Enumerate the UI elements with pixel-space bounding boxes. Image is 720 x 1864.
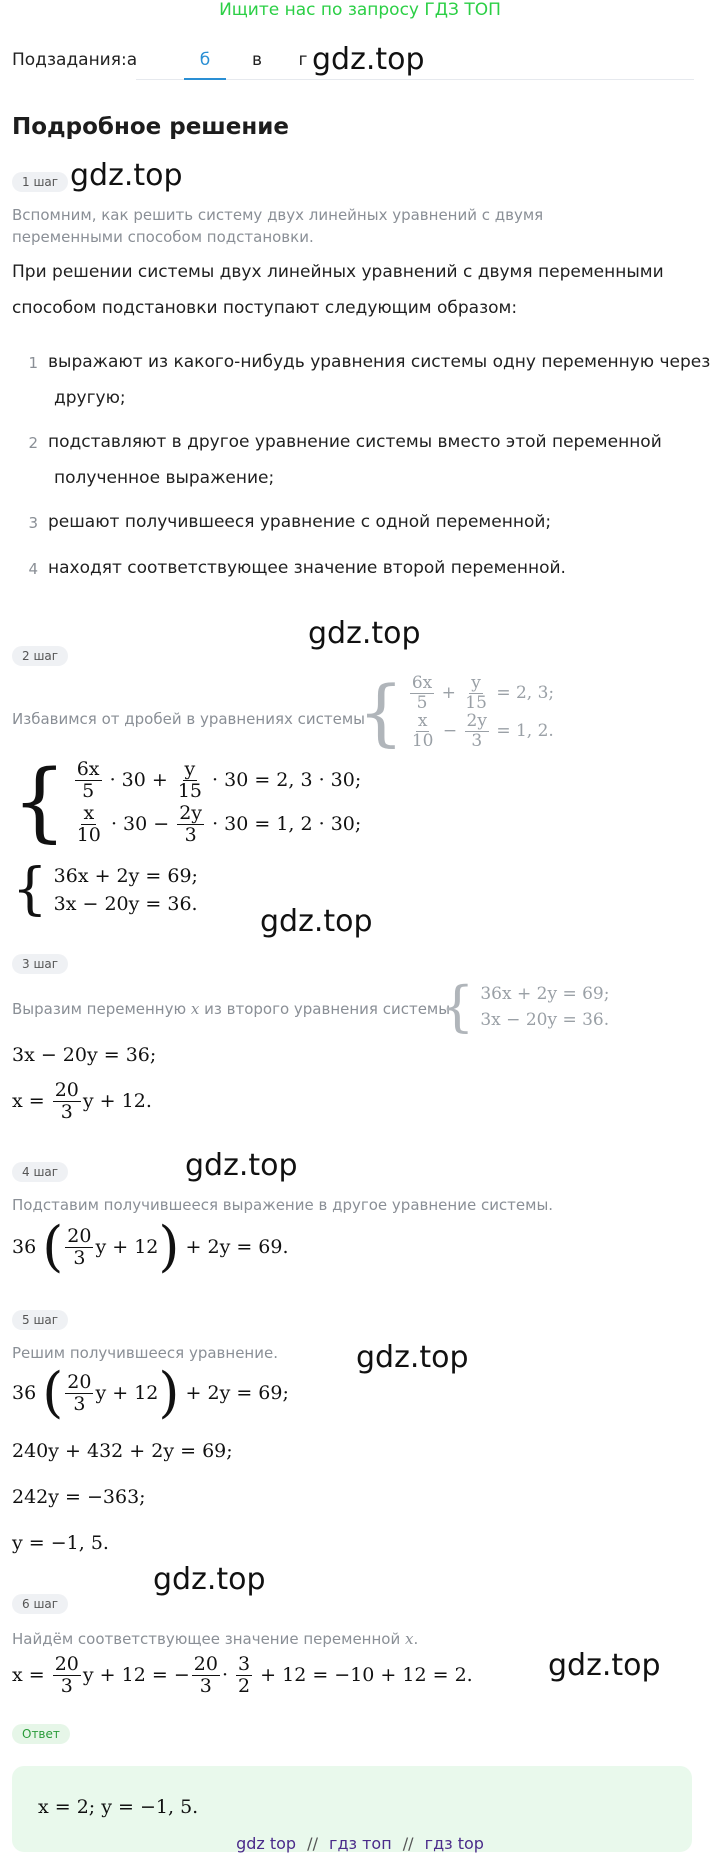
- watermark: gdz.top: [312, 42, 425, 77]
- step-badge: 2 шаг: [12, 646, 68, 666]
- step-badge: 1 шаг: [12, 172, 68, 192]
- tab-a[interactable]: а: [126, 50, 138, 70]
- equation-system: { 36x + 2y = 69; 3x − 20y = 36.: [12, 857, 198, 922]
- equation: 240y + 432 + 2y = 69;: [12, 1440, 233, 1462]
- list-item: выражают из какого-нибудь уравнения системы одну переменную через: [48, 352, 711, 372]
- equation-system: { $\frac{6x}{5}$ · 30 + $\frac{y}{15}$ · 30 = 2, 3 · 30; $\frac{x}{10}$ · 30 − $\frac{2y}{3}$ · 30 = 1, 2 · 30;: [12, 752, 362, 852]
- step-badge: 5 шаг: [12, 1310, 68, 1330]
- watermark: gdz.top: [185, 1148, 298, 1183]
- watermark: gdz.top: [548, 1648, 661, 1683]
- list-number: 4: [28, 560, 38, 578]
- footer-link[interactable]: гдз top: [424, 1834, 484, 1853]
- step-hint: Вспомним, как решить систему двух линейных уравнений с двумя переменными способом подстановки.: [12, 206, 544, 246]
- list-item: полученное выражение;: [54, 468, 275, 488]
- list-number: 2: [28, 434, 38, 452]
- step-hint: Решим получившееся уравнение.: [12, 1344, 278, 1362]
- equation: x = $\frac{20}{3}$ y + 12.: [12, 1079, 152, 1123]
- step-badge: 6 шаг: [12, 1594, 68, 1614]
- footer-link[interactable]: gdz top: [236, 1834, 297, 1853]
- tab-g[interactable]: г: [298, 50, 308, 70]
- tab-b[interactable]: б: [199, 50, 211, 70]
- step-text: При решении системы двух линейных уравнений с двумя переменными: [12, 262, 664, 282]
- list-item: подставляют в другое уравнение системы вместо этой переменной: [48, 432, 662, 452]
- list-number: 3: [28, 514, 38, 532]
- footer-link[interactable]: гдз топ: [329, 1834, 392, 1853]
- footer-separator: //: [402, 1834, 414, 1853]
- footer-separator: //: [307, 1834, 318, 1853]
- promo-banner[interactable]: Ищите нас по запросу ГДЗ ТОП: [219, 0, 501, 20]
- equation: 3x − 20y = 36;: [12, 1044, 157, 1066]
- watermark: gdz.top: [308, 616, 421, 651]
- step-badge: 4 шаг: [12, 1162, 68, 1182]
- watermark: gdz.top: [153, 1562, 266, 1597]
- subtasks-label: Подзадания:: [12, 50, 127, 70]
- step-text: способом подстановки поступают следующим образом:: [12, 298, 518, 318]
- step-hint: Выразим переменную x из второго уравнения системы: [12, 1000, 451, 1018]
- active-tab-indicator: [184, 78, 226, 80]
- page-title: Подробное решение: [12, 114, 289, 140]
- step-badge: 3 шаг: [12, 954, 68, 974]
- tab-v[interactable]: в: [251, 50, 263, 70]
- step-hint: Избавимся от дробей в уравнениях системы: [12, 710, 365, 728]
- watermark: gdz.top: [260, 904, 373, 939]
- hint-system: { 36x + 2y = 69; 3x − 20y = 36.: [440, 975, 610, 1038]
- watermark: gdz.top: [70, 158, 183, 193]
- footer-links: [0, 1834, 720, 1853]
- equation: 36 ( $\frac{20}{3}$ y + 12 ) + 2y = 69.: [12, 1215, 289, 1278]
- list-number: 1: [28, 354, 38, 372]
- list-item: находят соответствующее значение второй переменной.: [48, 558, 566, 578]
- watermark: gdz.top: [356, 1340, 469, 1375]
- step-hint: Подставим получившееся выражение в другое уравнение системы.: [12, 1196, 554, 1214]
- equation: 242y = −363;: [12, 1486, 146, 1508]
- answer-text: x = 2; y = −1, 5.: [38, 1796, 199, 1818]
- equation: y = −1, 5.: [12, 1532, 109, 1554]
- equation: 36 ( $\frac{20}{3}$ y + 12 ) + 2y = 69;: [12, 1361, 289, 1424]
- list-item: другую;: [54, 388, 126, 408]
- hint-system: { $\frac{6x}{5}$ + $\frac{y}{15}$ = 2, 3; $\frac{x}{10}$ − $\frac{2y}{3}$ = 1, 2.: [358, 670, 555, 754]
- equation: x = $\frac{20}{3}$ y + 12 = − $\frac{20}{3}$ · $\frac{3}{2}$ + 12 = −10 + 12 = 2.: [12, 1653, 473, 1697]
- answer-badge: Ответ: [12, 1724, 70, 1744]
- step-hint: Найдём соответствующее значение переменной x.: [12, 1630, 419, 1648]
- list-item: решают получившееся уравнение с одной переменной;: [48, 512, 552, 532]
